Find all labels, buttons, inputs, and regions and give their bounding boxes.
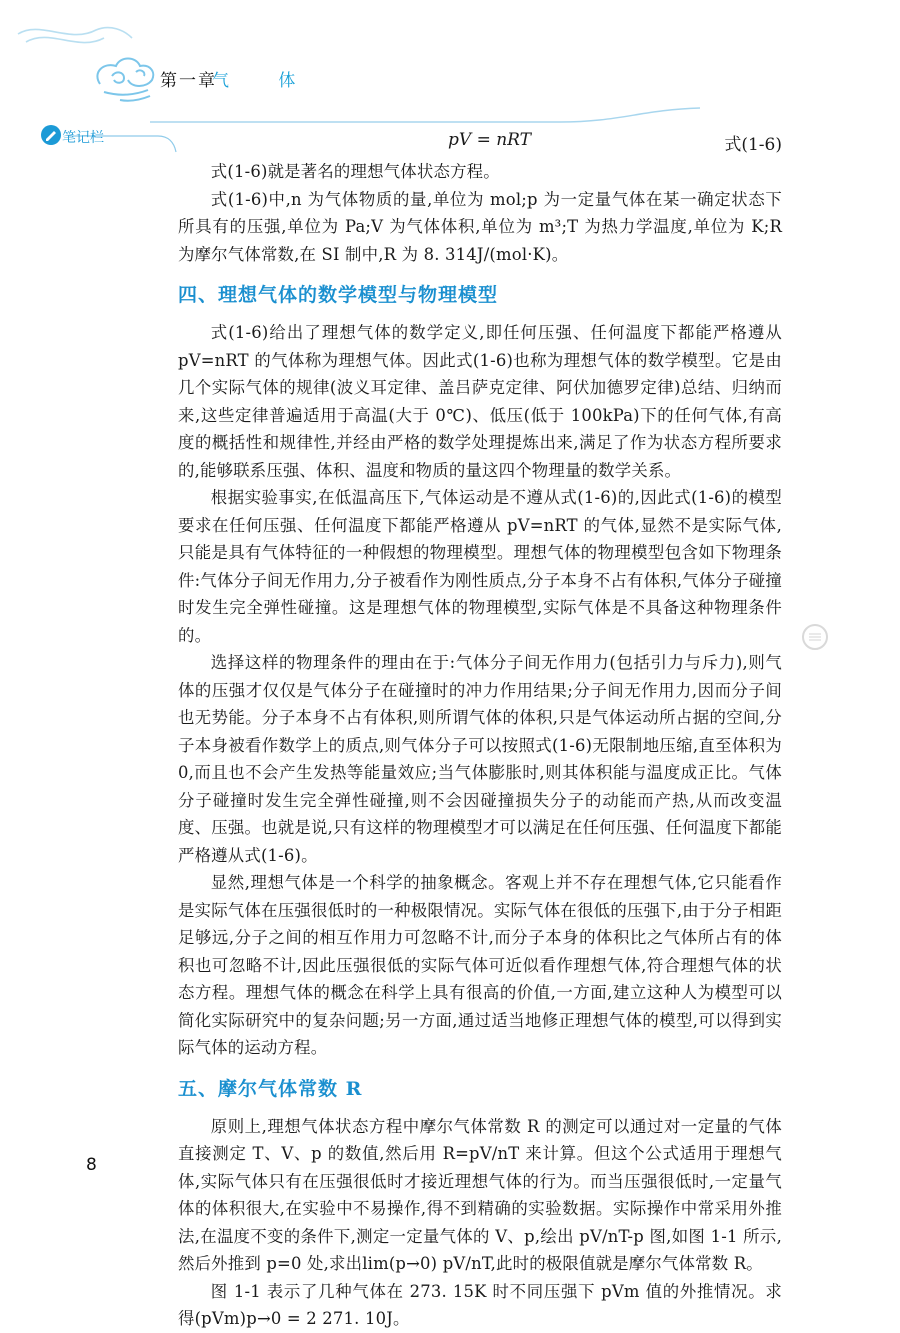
paragraph: 根据实验事实,在低温高压下,气体运动是不遵从式(1-6)的,因此式(1-6)的模型要求在任何压强、任何温度下都能严格遵从 pV=nRT 的气体,显然不是实际气体,只能是具有气体特征的一种假想的物理模型。理想气体的物理模型包含如下物理条件:气体分子间无作用力,分子被看作为刚性质点,分子本身不占有体积,气体分子碰撞时发生完全弹性碰撞。这是理想气体的物理模型,实际气体是不具备这种物理条件的。 [178,488,782,645]
paragraph: 式(1-6)给出了理想气体的数学定义,即任何压强、任何温度下都能严格遵从 pV=nRT 的气体称为理想气体。因此式(1-6)也称为理想气体的数学模型。它是由几个实际气体的规律(波义耳定律、盖吕萨克定律、阿伏加德罗定律)总结、归纳而来,这些定律普遍适用于高温(大于 0℃)、低压(低于 100kPa)下的任何气体,有高度的概括性和规律性,并经由严格的数学处理提炼出来,满足了作为状态方程所要求的,能够联系压强、体积、温度和物质的量这四个物理量的数学关系。 [178,323,782,480]
section-heading: 五、摩尔气体常数 R [178,1077,363,1100]
page-number: 8 [86,1155,97,1175]
paragraph: 式(1-6)就是著名的理想气体状态方程。 [210,162,500,181]
equation-tag: 式(1-6) [724,135,782,155]
watermark-circle-icon [800,622,830,652]
page-header [0,0,900,120]
pencil-note-icon [40,124,62,146]
chapter-number: 第一章 [160,71,217,91]
paragraph: 图 1-1 表示了几种气体在 273. 15K 时不同压强下 pVm 值的外推情况。求得(pVm)p→0 = 2 271. 10J。 [178,1281,782,1328]
paragraph: 显然,理想气体是一个科学的抽象概念。客观上并不存在理想气体,它只能看作是实际气体在压强很低时的一种极限情况。实际气体在很低的压强下,由于分子相距足够远,分子之间的相互作用力可忽略不计,而分子本身的体积比之气体所占有的体积也可忽略不计,因此压强很低的实际气体可近似看作理想气体,符合理想气体的状态方程。理想气体的概念在科学上具有很高的价值,一方面,建立这种人为模型可以简化实际研究中的复杂问题;另一方面,通过适当地修正理想气体的模型,可以得到实际气体的运动方程。 [178,873,782,1057]
paragraph: 式(1-6)中,n 为气体物质的量,单位为 mol;p 为一定量气体在某一确定状态下所具有的压强,单位为 Pa;V 为气体体积,单位为 m³;T 为热力学温度,单位为 K;R 为摩尔气体常数,在 SI 制中,R 为 8. 314J/(mol·K)。 [178,189,782,264]
section-heading: 四、理想气体的数学模型与物理模型 [178,284,499,306]
note-column-label: 笔记栏 [62,130,104,146]
page-body [178,124,782,1333]
equation-line [178,124,782,158]
chapter-title: 气 体 [212,71,318,91]
paragraph: 原则上,理想气体状态方程中摩尔气体常数 R 的测定可以通过对一定量的气体直接测定 T、V、p 的数值,然后用 R=pV/nT 来计算。但这个公式适用于理想气体,实际气体只有在压强很低时才接近理想气体的行为。而当压强很低时,一定量气体的体积很大,在实验中不易操作,得不到精确的实验数据。实际操作中常采用外推法,在温度不变的条件下,测定一定量气体的 V、p,绘出 pV/nT-p 图,如图 1-1 所示,然后外推到 p=0 处,求出lim(p→0) pV/nT,此时的极限值就是摩尔气体常数 R。 [178,1116,782,1273]
equation-formula: pV = nRT [448,130,531,150]
paragraph: 选择这样的物理条件的理由在于:气体分子间无作用力(包括引力与斥力),则气体的压强才仅仅是气体分子在碰撞时的冲力作用结果;分子间无作用力,因而分子间也无势能。分子本身不占有体积,则所谓气体的体积,只是气体运动所占据的空间,分子本身被看作数学上的质点,则气体分子可以按照式(1-6)无限制地压缩,直至体积为 0,而且也不会产生发热等能量效应;当气体膨胀时,则其体积能与温度成正比。气体分子碰撞时发生完全弹性碰撞,则不会因碰撞损失分子的动能而产热,从而改变温度、压强。也就是说,只有这样的物理模型才可以满足在任何压强、任何温度下都能严格遵从式(1-6)。 [178,653,782,865]
